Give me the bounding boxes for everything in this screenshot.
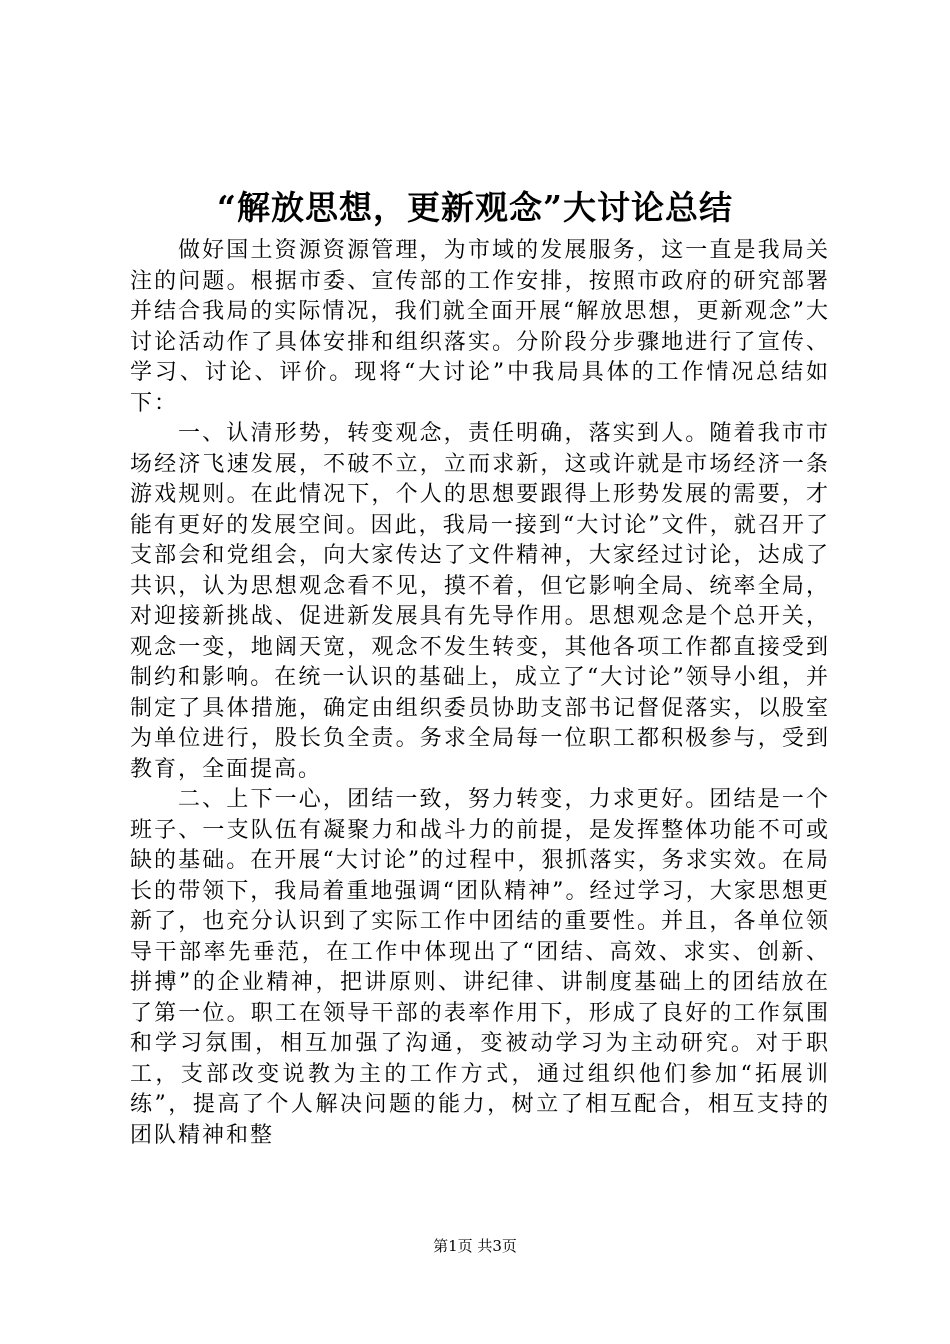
page-number-footer: 第1页 共3页: [433, 1237, 517, 1255]
document-body: [130, 236, 830, 1151]
paragraph-section-one: 一、认清形势，转变观念，责任明确，落实到人。随着我市市场经济飞速发展，不破不立，立而求新，这或许就是市场经济一条游戏规则。在此情况下，个人的思想要跟得上形势发展的需要，才能有更好的发展空间。因此，我局一接到“大讨论”文件，就召开了支部会和党组会，向大家传达了文件精神，大家经过讨论，达成了共识，认为思想观念看不见，摸不着，但它影响全局、统率全局，对迎接新挑战、促进新发展具有先导作用。思想观念是个总开关，观念一变，地阔天宽，观念不发生转变，其他各项工作都直接受到制约和影响。在统一认识的基础上，成立了“大讨论”领导小组，并制定了具体措施，确定由组织委员协助支部书记督促落实，以股室为单位进行，股长负全责。务求全局每一位职工都积极参与，受到教育，全面提高。: [130, 421, 830, 782]
document-title: “解放思想，更新观念”大讨论总结: [217, 188, 733, 227]
paragraph-intro: 做好国土资源资源管理，为市域的发展服务，这一直是我局关注的问题。根据市委、宣传部的工作安排，按照市政府的研究部署并结合我局的实际情况，我们就全面开展“解放思想，更新观念”大讨论活动作了具体安排和组织落实。分阶段分步骤地进行了宣传、学习、讨论、评价。现将“大讨论”中我局具体的工作情况总结如下：: [130, 238, 830, 416]
paragraph-section-two: 二、上下一心，团结一致，努力转变，力求更好。团结是一个班子、一支队伍有凝聚力和战斗力的前提，是发挥整体功能不可或缺的基础。在开展“大讨论”的过程中，狠抓落实，务求实效。在局长的带领下，我局着重地强调“团队精神”。经过学习，大家思想更新了，也充分认识到了实际工作中团结的重要性。并且，各单位领导干部率先垂范，在工作中体现出了“团结、高效、求实、创新、拼搏”的企业精神，把讲原则、讲纪律、讲制度基础上的团结放在了第一位。职工在领导干部的表率作用下，形成了良好的工作氛围和学习氛围，相互加强了沟通，变被动学习为主动研究。对于职工，支部改变说教为主的工作方式，通过组织他们参加“拓展训练”，提高了个人解决问题的能力，树立了相互配合，相互支持的团队精神和整: [130, 787, 830, 1148]
